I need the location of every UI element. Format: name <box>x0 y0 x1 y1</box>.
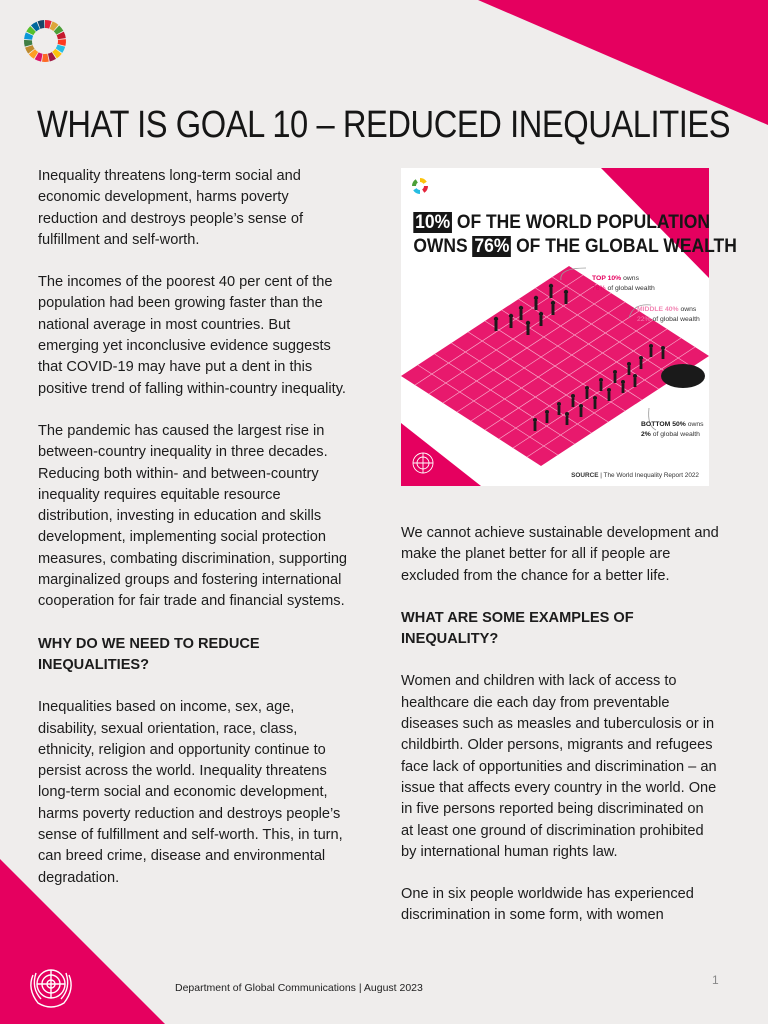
page-title: WHAT IS GOAL 10 – REDUCED INEQUALITIES <box>37 104 731 146</box>
headline-text: OF THE GLOBAL WEALTH <box>516 236 737 257</box>
paragraph: The pandemic has caused the largest rise in between-country inequality in three decades. Reducing both within- and between-country inequality requires equitable resource distribution, investing in education and skills development, implementing social protection measures, combating discrimination, supporting marginalized groups and fostering international cooperation for fair trade and financial systems. <box>38 422 348 610</box>
left-column <box>38 166 350 910</box>
right-column <box>401 523 719 948</box>
section-heading: WHY DO WE NEED TO REDUCE INEQUALITIES? <box>38 635 260 673</box>
inequality-infographic <box>401 168 737 486</box>
label-top-10: TOP 10% owns 76% of global wealth <box>592 275 655 292</box>
headline-highlight: 76% <box>474 236 510 257</box>
paragraph: Inequalities based on income, sex, age, disability, sexual orientation, race, class, ethnicity, religion and opportunity continue to persist across the world. Inequality threatens long-term social and economic development, harms poverty reduction and destroys people’s sense of fulfillment and self-worth. This, in turn, can breed crime, disease and environmental degradation. <box>38 699 343 886</box>
infographic-source: SOURCE | The World Inequality Report 2022 <box>571 472 699 479</box>
label-bottom-50: BOTTOM 50% owns 2% of global wealth <box>641 421 704 438</box>
un-emblem-icon <box>22 957 80 1015</box>
infographic-headline-line1 <box>413 212 710 234</box>
headline-text: OF THE WORLD POPULATION <box>456 212 710 233</box>
sdg-wheel-icon <box>22 18 68 64</box>
paragraph: The incomes of the poorest 40 per cent of the population had been growing faster than the national average in most countries. But emerging yet inconclusive evidence suggests that COVID-19 may have put a dent in this positive trend of falling within-country inequality. <box>38 274 346 397</box>
page-number: 1 <box>712 973 719 987</box>
paragraph: Inequality threatens long-term social and economic development, harms poverty reduction and destroys people’s sense of fulfillment and self-worth. <box>38 168 304 248</box>
section-heading: WHAT ARE SOME EXAMPLES OF INEQUALITY? <box>401 609 634 648</box>
paragraph: One in six people worldwide has experienced discrimination in some form, with women <box>401 886 694 924</box>
headline-text: OWNS <box>413 236 468 257</box>
label-middle-40: MIDDLE 40% owns 22% of global wealth <box>637 306 700 323</box>
footer-text: Department of Global Communications | August 2023 <box>175 982 423 994</box>
infographic-headline-line2 <box>413 236 737 258</box>
paragraph: Women and children with lack of access to healthcare die each day from preventable diseases such as measles and tuberculosis or in childbirth. Older persons, migrants and refugees face lack of opportunities and discrimination – an issue that affects every country in the world. One in five persons reported being discriminated on at least one ground of discrimination prohibited by international human rights law. <box>401 673 717 860</box>
headline-highlight: 10% <box>415 212 451 233</box>
paragraph: We cannot achieve sustainable development and make the planet better for all if people are excluded from the chance for a better life. <box>401 525 719 584</box>
